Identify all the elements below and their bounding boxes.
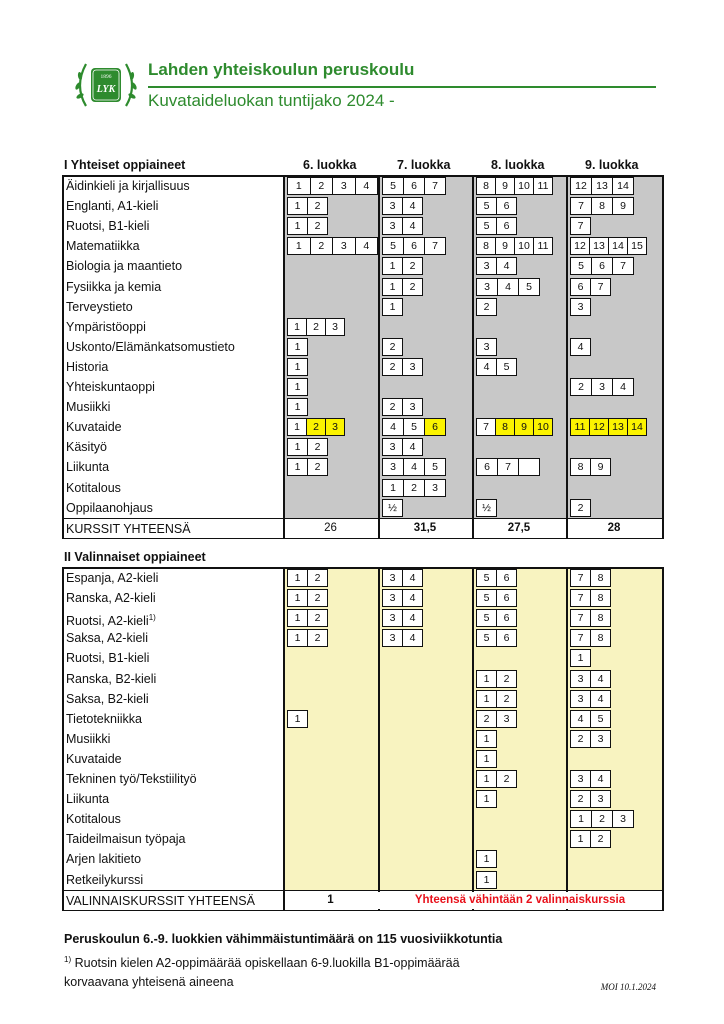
common-row-label: Äidinkieli ja kirjallisuus xyxy=(66,179,190,193)
common-course-cell: 1 xyxy=(287,338,308,356)
common-course-cell: 2 xyxy=(307,197,328,215)
elective-course-cell: 8 xyxy=(590,589,611,607)
common-course-cell: 2 xyxy=(402,278,423,296)
elective-course-cell: 6 xyxy=(496,629,517,647)
common-course-cell: 9 xyxy=(495,177,515,195)
common-border-right xyxy=(662,176,664,538)
common-course-cell: 1 xyxy=(287,217,308,235)
elective-border-right xyxy=(662,568,664,910)
common-course-cell: 2 xyxy=(307,438,328,456)
grade-header-8: 8. luokka xyxy=(491,158,545,172)
common-course-cell: 5 xyxy=(570,257,592,275)
common-course-cell: 8 xyxy=(476,177,496,195)
common-course-cell: 12 xyxy=(570,237,590,255)
elective-course-cell: 1 xyxy=(476,871,497,889)
common-course-cell: 1 xyxy=(287,418,307,436)
common-course-cell: 3 xyxy=(476,338,497,356)
elective-course-cell: 5 xyxy=(476,569,497,587)
common-course-cell: 8 xyxy=(591,197,613,215)
common-course-cell: 13 xyxy=(608,418,628,436)
total-courses-label: KURSSIT YHTEENSÄ xyxy=(66,521,191,536)
common-course-cell: 1 xyxy=(287,197,308,215)
common-border-left xyxy=(62,176,64,538)
common-course-cell: 6 xyxy=(496,197,517,215)
elective-course-cell: 3 xyxy=(382,569,403,587)
elective-row-label: Ruotsi, A2-kieli$^{1)}$ xyxy=(66,613,156,629)
elective-row-label: Retkeilykurssi xyxy=(66,872,144,887)
section1-title: I Yhteiset oppiaineet xyxy=(64,158,186,172)
common-row-label: Englanti, A1-kieli xyxy=(66,199,159,214)
elective-course-cell: 1 xyxy=(476,750,497,768)
common-course-cell: 13 xyxy=(589,237,609,255)
common-course-cell: 4 xyxy=(497,278,519,296)
elective-course-cell: 2 xyxy=(307,609,328,627)
common-course-cell: 14 xyxy=(608,237,628,255)
common-border-bottom xyxy=(62,538,664,540)
common-course-cell: 3 xyxy=(402,358,423,376)
elective-course-cell: 1 xyxy=(476,770,497,788)
elective-course-cell: 8 xyxy=(590,609,611,627)
elective-course-cell: 4 xyxy=(570,710,591,728)
common-course-cell: ½ xyxy=(382,499,403,517)
common-row-label: Uskonto/Elämänkatsomustieto xyxy=(66,339,235,354)
elective-course-cell: 1 xyxy=(570,810,592,828)
common-grade-divider-6 xyxy=(283,176,285,538)
elective-course-cell: 1 xyxy=(287,629,308,647)
common-course-cell: 1 xyxy=(287,237,311,255)
common-row-label: Ympäristöoppi xyxy=(66,319,146,334)
common-course-cell: 5 xyxy=(382,177,404,195)
common-course-cell: 2 xyxy=(403,479,425,497)
elective-course-cell: 3 xyxy=(570,770,591,788)
school-logo xyxy=(72,56,140,116)
elective-total-label: VALINNAISKURSSIT YHTEENSÄ xyxy=(66,893,255,908)
elective-row-label: Ranska, A2-kieli xyxy=(66,591,156,606)
common-course-cell: 1 xyxy=(382,298,403,316)
common-row-label: Kotitalous xyxy=(66,480,121,495)
common-course-cell: 3 xyxy=(382,217,403,235)
elective-course-cell: 1 xyxy=(476,670,497,688)
common-course-cell: 3 xyxy=(325,418,345,436)
page-title: Lahden yhteiskoulun peruskoulu xyxy=(148,60,415,79)
elective-border-bottom xyxy=(62,910,664,912)
elective-row-label: Espanja, A2-kieli xyxy=(66,571,159,585)
common-border-top xyxy=(62,175,664,177)
elective-row-label: Kuvataide xyxy=(66,751,122,766)
elective-total-note: Yhteensä vähintään 2 valinnaiskurssia xyxy=(414,893,626,906)
common-course-cell: 1 xyxy=(382,278,403,296)
common-row-label: Terveystieto xyxy=(66,299,133,314)
common-course-cell: 2 xyxy=(382,358,403,376)
common-course-cell: 7 xyxy=(612,257,634,275)
common-course-cell: 4 xyxy=(382,418,404,436)
footnote-line1 xyxy=(64,955,460,970)
footnote-line2: korvaavana yhteisenä aineena xyxy=(64,975,234,989)
common-row-label: Fysiikka ja kemia xyxy=(66,279,162,294)
common-course-cell: 1 xyxy=(287,358,308,376)
elective-course-cell: 1 xyxy=(287,609,308,627)
elective-course-cell: 2 xyxy=(476,710,497,728)
elective-row-label: Arjen lakitieto xyxy=(66,852,142,867)
elective-course-cell: 4 xyxy=(402,609,423,627)
common-course-cell: 7 xyxy=(570,197,592,215)
common-course-cell: 10 xyxy=(533,418,553,436)
common-course-cell: 1 xyxy=(287,398,308,416)
elective-course-cell: 4 xyxy=(402,629,423,647)
elective-course-cell: 5 xyxy=(590,710,611,728)
elective-total-grade-6: 1 xyxy=(327,893,334,906)
common-course-cell: 5 xyxy=(382,237,404,255)
elective-course-cell: 1 xyxy=(287,569,308,587)
elective-row-label: Musiikki xyxy=(66,731,111,746)
common-course-cell: 6 xyxy=(476,458,498,476)
elective-grade-divider-7 xyxy=(378,568,380,910)
grade-header-6: 6. luokka xyxy=(303,158,357,172)
common-course-cell: 3 xyxy=(382,197,403,215)
common-course-cell: 3 xyxy=(382,458,404,476)
common-course-cell: ½ xyxy=(476,499,497,517)
logo-year: 1896 xyxy=(100,74,112,80)
section2-title: II Valinnaiset oppiaineet xyxy=(64,550,206,564)
elective-course-cell: 3 xyxy=(382,609,403,627)
common-course-cell: 12 xyxy=(570,177,592,195)
elective-course-cell: 2 xyxy=(307,589,328,607)
common-course-cell: 4 xyxy=(570,338,591,356)
common-course-cell: 2 xyxy=(306,318,326,336)
common-course-cell: 4 xyxy=(476,358,497,376)
elective-border-top xyxy=(62,567,664,569)
common-course-cell: 2 xyxy=(402,257,423,275)
elective-course-cell: 4 xyxy=(402,569,423,587)
logo-monogram: LYK xyxy=(96,84,116,95)
elective-course-cell: 7 xyxy=(570,569,591,587)
elective-row-label: Tietotekniikka xyxy=(66,711,142,726)
elective-course-cell: 2 xyxy=(496,770,517,788)
elective-course-cell: 1 xyxy=(476,730,497,748)
elective-course-cell: 8 xyxy=(590,569,611,587)
common-row-label: Käsityö xyxy=(66,440,107,455)
common-row-label: Matematiikka xyxy=(66,239,140,254)
total-grade-7: 31,5 xyxy=(413,521,437,534)
common-course-cell: 6 xyxy=(591,257,613,275)
common-course-cell: 15 xyxy=(627,237,647,255)
elective-course-cell: 3 xyxy=(496,710,517,728)
elective-course-cell: 3 xyxy=(570,690,591,708)
elective-course-cell: 3 xyxy=(382,629,403,647)
common-grade-divider-8 xyxy=(472,176,474,538)
common-course-cell: 3 xyxy=(402,398,423,416)
common-course-cell: 12 xyxy=(589,418,609,436)
elective-grade-divider-8 xyxy=(472,568,474,910)
common-course-cell: 10 xyxy=(514,237,534,255)
total-grade-9: 28 xyxy=(607,521,621,534)
elective-course-cell: 6 xyxy=(496,569,517,587)
grade-header-7: 7. luokka xyxy=(397,158,451,172)
common-course-cell: 3 xyxy=(424,479,446,497)
elective-row-label: Kotitalous xyxy=(66,812,121,827)
common-course-cell: 6 xyxy=(570,278,591,296)
common-row-label: Kuvataide xyxy=(66,420,122,435)
common-course-cell: 2 xyxy=(570,378,592,396)
common-course-cell: 8 xyxy=(495,418,515,436)
common-course-cell: 2 xyxy=(382,338,403,356)
common-course-cell: 1 xyxy=(382,479,404,497)
summary-text: Peruskoulun 6.-9. luokkien vähimmäistuntimäärä on 115 vuosiviikkotuntia xyxy=(64,932,503,946)
common-course-cell: 9 xyxy=(495,237,515,255)
common-grade-divider-7 xyxy=(378,176,380,538)
common-course-cell: 7 xyxy=(424,237,446,255)
footnote-text1: Ruotsin kielen A2-oppimäärää opiskellaan 6-9.luokilla B1-oppimäärää xyxy=(74,956,460,971)
elective-course-cell: 2 xyxy=(496,690,517,708)
common-course-cell: 14 xyxy=(627,418,647,436)
grade-header-9: 9. luokka xyxy=(585,158,639,172)
common-course-cell: 6 xyxy=(496,217,517,235)
footnote-marker: 1) xyxy=(64,955,72,964)
elective-course-cell: 4 xyxy=(402,589,423,607)
common-course-cell: 11 xyxy=(533,177,553,195)
elective-row-label: Tekninen työ/Tekstiilityö xyxy=(66,772,197,786)
elective-course-cell: 2 xyxy=(307,569,328,587)
common-course-cell: 13 xyxy=(591,177,613,195)
elective-course-cell: 8 xyxy=(590,629,611,647)
elective-grade-divider-9 xyxy=(566,568,568,910)
common-course-cell: 9 xyxy=(590,458,611,476)
elective-course-cell: 2 xyxy=(591,810,613,828)
elective-course-cell: 5 xyxy=(476,609,497,627)
common-course-cell: 7 xyxy=(424,177,446,195)
elective-course-cell: 2 xyxy=(496,670,517,688)
common-course-cell: 5 xyxy=(496,358,517,376)
common-course-cell: 11 xyxy=(533,237,553,255)
elective-course-cell: 2 xyxy=(570,790,591,808)
common-course-cell: 8 xyxy=(476,237,496,255)
common-row-label: Oppilaanohjaus xyxy=(66,500,153,515)
elective-row-label: Ruotsi, B1-kieli xyxy=(66,651,150,666)
elective-course-cell: 7 xyxy=(570,609,591,627)
common-course-cell: 6 xyxy=(403,177,425,195)
common-course-cell: 3 xyxy=(332,177,356,195)
elective-course-cell: 7 xyxy=(570,629,591,647)
common-course-cell: 7 xyxy=(476,418,496,436)
total-grade-8: 27,5 xyxy=(507,521,531,534)
elective-course-cell: 1 xyxy=(570,830,591,848)
common-course-cell: 7 xyxy=(570,217,591,235)
elective-course-cell: 3 xyxy=(590,730,611,748)
elective-course-cell: 6 xyxy=(496,609,517,627)
elective-course-cell: 2 xyxy=(307,629,328,647)
common-course-cell: 4 xyxy=(402,197,423,215)
elective-course-cell: 1 xyxy=(570,649,591,667)
common-row-label: Yhteiskuntaoppi xyxy=(66,380,155,394)
common-course-cell: 5 xyxy=(424,458,446,476)
common-course-cell: 2 xyxy=(476,298,497,316)
common-course-cell: 4 xyxy=(355,177,379,195)
footnote-ref: 1) xyxy=(148,613,156,623)
common-row-label: Liikunta xyxy=(66,460,110,475)
elective-course-cell: 3 xyxy=(382,589,403,607)
common-course-cell: 6 xyxy=(403,237,425,255)
elective-course-cell: 3 xyxy=(590,790,611,808)
common-course-cell xyxy=(518,458,540,476)
elective-course-cell: 1 xyxy=(476,850,497,868)
common-course-cell: 5 xyxy=(476,197,497,215)
common-course-cell: 3 xyxy=(570,298,591,316)
elective-course-cell: 6 xyxy=(496,589,517,607)
common-course-cell: 1 xyxy=(287,458,308,476)
common-course-cell: 4 xyxy=(402,438,423,456)
common-course-cell: 2 xyxy=(306,418,326,436)
common-course-cell: 4 xyxy=(496,257,517,275)
common-course-cell: 9 xyxy=(514,418,534,436)
title-divider xyxy=(148,86,656,88)
elective-row-label: Saksa, B2-kieli xyxy=(66,691,149,706)
common-course-cell: 2 xyxy=(570,499,591,517)
elective-row-label: Liikunta xyxy=(66,792,110,807)
common-course-cell: 3 xyxy=(476,278,498,296)
elective-course-cell: 1 xyxy=(287,589,308,607)
common-course-cell: 7 xyxy=(497,458,519,476)
common-row-label: Ruotsi, B1-kieli xyxy=(66,219,150,234)
common-course-cell: 1 xyxy=(287,177,311,195)
elective-row-label: Saksa, A2-kieli xyxy=(66,631,148,646)
common-course-cell: 3 xyxy=(476,257,497,275)
common-row-label: Biologia ja maantieto xyxy=(66,259,183,274)
total-grade-6: 26 xyxy=(324,521,337,534)
common-course-cell: 2 xyxy=(310,237,334,255)
elective-course-cell: 1 xyxy=(476,690,497,708)
elective-row-label: Taideilmaisun työpaja xyxy=(66,832,186,847)
common-course-cell: 2 xyxy=(310,177,334,195)
common-course-cell: 3 xyxy=(325,318,345,336)
page-subtitle: Kuvataideluokan tuntijako 2024 - xyxy=(148,91,395,110)
common-course-cell: 9 xyxy=(612,197,634,215)
common-course-cell: 4 xyxy=(403,458,425,476)
common-course-cell: 3 xyxy=(591,378,613,396)
common-row-label: Historia xyxy=(66,359,109,374)
common-course-cell: 3 xyxy=(382,438,403,456)
common-course-cell: 7 xyxy=(590,278,611,296)
common-course-cell: 1 xyxy=(287,378,308,396)
elective-course-cell: 3 xyxy=(612,810,634,828)
document-date: MOI 10.1.2024 xyxy=(600,982,656,992)
elective-course-cell: 4 xyxy=(590,670,611,688)
elective-course-cell: 2 xyxy=(570,730,591,748)
common-course-cell: 4 xyxy=(402,217,423,235)
elective-border-left xyxy=(62,568,64,910)
common-course-cell: 11 xyxy=(570,418,590,436)
common-course-cell: 3 xyxy=(332,237,356,255)
elective-course-cell: 1 xyxy=(476,790,497,808)
elective-course-cell: 3 xyxy=(570,670,591,688)
elective-course-cell: 2 xyxy=(590,830,611,848)
common-course-cell: 2 xyxy=(382,398,403,416)
common-course-cell: 1 xyxy=(287,318,307,336)
elective-course-cell: 7 xyxy=(570,589,591,607)
elective-course-cell: 5 xyxy=(476,589,497,607)
common-course-cell: 14 xyxy=(612,177,634,195)
common-course-cell: 2 xyxy=(307,458,328,476)
elective-course-cell: 1 xyxy=(287,710,308,728)
common-course-cell: 8 xyxy=(570,458,591,476)
elective-course-cell: 4 xyxy=(590,770,611,788)
elective-grade-divider-6 xyxy=(283,568,285,910)
common-course-cell: 10 xyxy=(514,177,534,195)
common-course-cell: 5 xyxy=(403,418,425,436)
common-course-cell: 6 xyxy=(424,418,446,436)
common-course-cell: 5 xyxy=(476,217,497,235)
common-row-label: Musiikki xyxy=(66,400,111,415)
common-course-cell: 2 xyxy=(307,217,328,235)
elective-row-label: Ranska, B2-kieli xyxy=(66,671,157,686)
common-course-cell: 4 xyxy=(612,378,634,396)
common-course-cell: 1 xyxy=(287,438,308,456)
elective-course-cell: 4 xyxy=(590,690,611,708)
common-grade-divider-9 xyxy=(566,176,568,538)
common-course-cell: 5 xyxy=(518,278,540,296)
common-course-cell: 4 xyxy=(355,237,379,255)
elective-course-cell: 5 xyxy=(476,629,497,647)
common-course-cell: 1 xyxy=(382,257,403,275)
